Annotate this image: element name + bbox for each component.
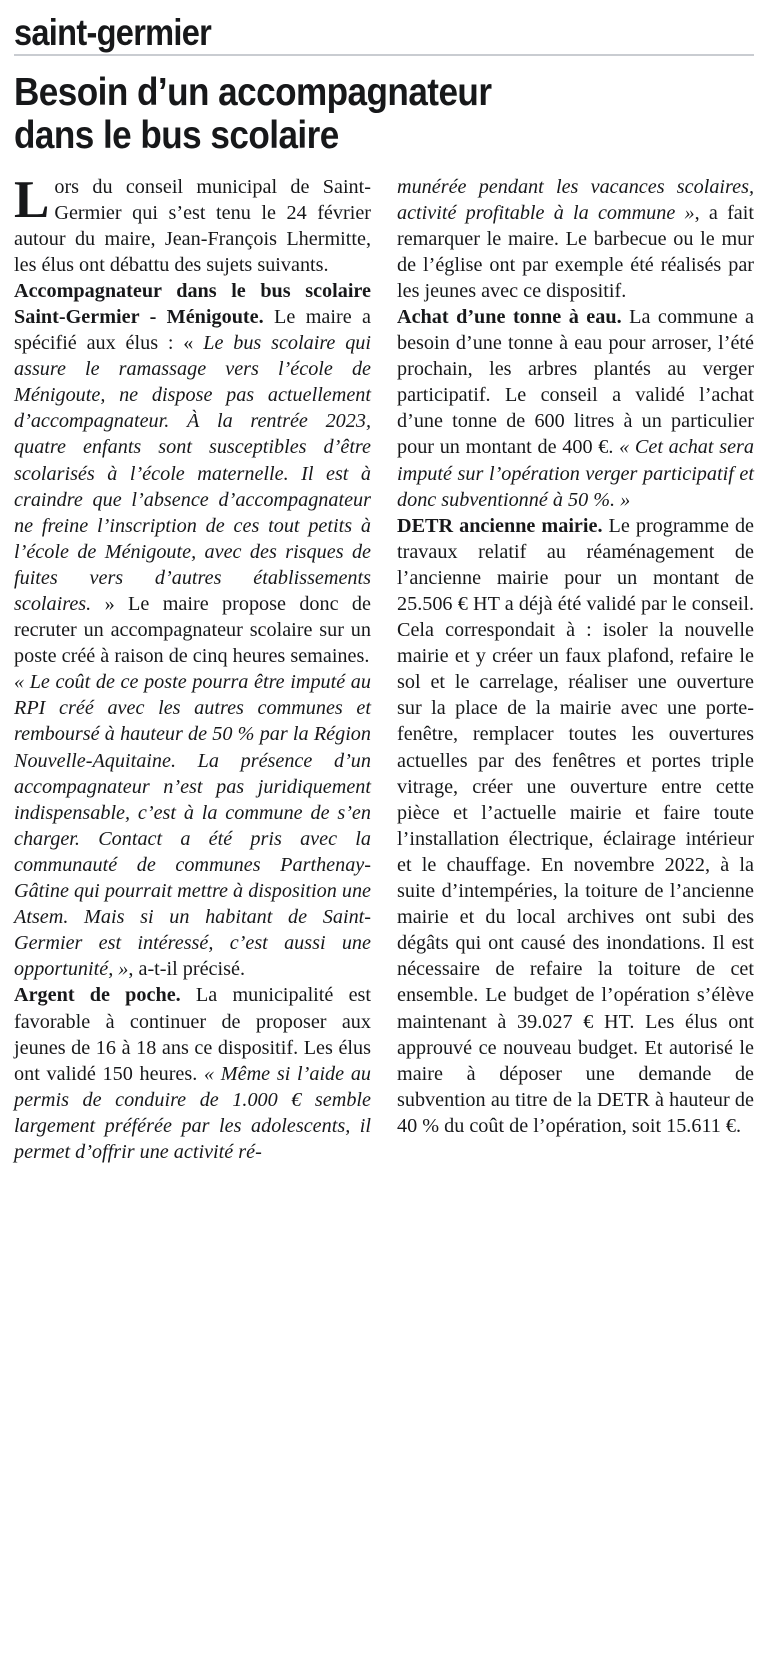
accompagnateur-outro: » Le maire propose donc de recruter un accompagnateur scolaire sur un poste créé à raison de cinq heures semaines. [14,593,371,668]
achat-tonne-eau-text: La commune a besoin d’une tonne à eau pour arroser, l’été prochain, les arbres plantés au verger participatif. Le conseil a validé l’achat d’une tonne de 600 litres à un particulier pour un montant de 400 €. [397,305,754,459]
section-detr-ancienne-mairie [397,513,754,1139]
detr-text: Le programme de travaux relatif au réaménagement de l’ancienne mairie pour un montant de 25.506 € HT a déjà été validé par le conseil. Cela correspondait à : isoler la nouvelle mairie et y créer un faux plafond, refaire le sol et le carrelage, réaliser une ouverture sur la place de la mairie avec une porte-fenêtre, remplacer toutes les ouvertures actuelles par des fenêtres et portes triple vitrage, créer une ouverture entre cette pièce et l’actuelle mairie et faire toute l’installation électrique, éclairage intérieur et le chauffage. En novembre 2022, à la suite d’intempéries, la toiture de l’ancienne mairie et du local archives ont subi des dégâts qui ont causé des inondations. Il est nécessaire de refaire la toiture de cet ensemble. Le budget de l’opération s’élève maintenant à 39.027 € HT. Les élus ont approuvé ce nouveau budget. Et autorisé le maire à déposer une demande de subvention au titre de la DETR à hauteur de 40 % du coût de l’opération, soit 15.611 €. [397,514,754,1137]
cout-poste-attribution: , a-t-il précisé. [128,958,245,981]
section-heading-argent-de-poche: Argent de poche. [14,984,181,1007]
argent-de-poche-text: La municipalité est favorable à continuer de proposer aux jeunes de 16 à 18 ans ce dispositif. Les élus ont validé 150 heures. [14,984,372,1085]
section-heading-achat-tonne-eau: Achat d’une tonne à eau. [397,305,622,328]
article-column-1 [14,170,372,1166]
section-achat-tonne-eau [397,304,754,513]
paragraph-quote-continuation [397,174,754,304]
argent-de-poche-quote-end: munérée pendant les vacances scolaires, activité profitable à la commune » [397,175,754,224]
paragraph-cout-poste [14,669,371,982]
lead-text: ors du conseil municipal de Saint-Germier qui s’est tenu le 24 février autour du maire, Jean-François Lhermitte, les élus ont débattu des sujets suivants. [14,175,371,276]
section-heading-accompagnateur: Accompagnateur dans le bus scolaire Saint-Germier - Ménigoute. [14,279,371,328]
headline-line-2: dans le bus scolaire [14,113,339,157]
lead-paragraph [14,170,371,278]
quote-continuation-text: , a fait remarquer le maire. Le barbecue ou le mur de l’église ont par exemple été réalisés par les jeunes avec ce dispositif. [397,201,754,302]
headline-line-1: Besoin d’un accompagnateur [14,70,492,114]
article-columns [14,170,754,1166]
article-column-2 [397,174,754,1139]
section-argent-de-poche [14,982,371,1165]
page-title [14,72,753,158]
achat-tonne-eau-quote: « Cet achat sera imputé sur l’opération verger participatif et donc subventionné à 50 %. » [397,436,754,511]
locality-kicker: saint-germier [14,12,212,53]
argent-de-poche-quote-start: « Même si l’aide au permis de conduire de 1.000 € semble largement préférée par les adolescents, il permet d’offrir une activité ré- [14,1062,372,1163]
accompagnateur-intro: Le maire a spécifié aux élus : « [14,305,371,355]
cout-poste-quote: « Le coût de ce poste pourra être imputé au RPI créé avec les autres communes et remboursé à hauteur de 50 % par la Région Nouvelle-Aquitaine. La présence d’un accompagnateur n’est pas juridiquement indispensable, c’est à la commune de s’en charger. Contact a été pris avec la communauté de communes Parthenay-Gâtine qui pourrait mettre à disposition une Atsem. Mais si un habitant de Saint-Germier est intéressé, c’est aussi une opportunité, » [14,671,372,981]
drop-cap: L [14,170,50,229]
section-accompagnateur [14,278,371,669]
section-heading-detr: DETR ancienne mairie. [397,514,603,537]
accompagnateur-quote: Le bus scolaire qui assure le ramassage vers l’école de Ménigoute, ne dispose pas actuellement d’accompagnateur. À la rentrée 2023, quatre enfants sont susceptibles d’être scolarisés à l’école maternelle. Il est à craindre que l’absence d’accompagnateur ne freine l’inscription de ces tout petits à l’école de Ménigoute, avec des risques de fuites vers d’autres établissements scolaires. [14,332,371,616]
kicker-section [14,0,754,56]
